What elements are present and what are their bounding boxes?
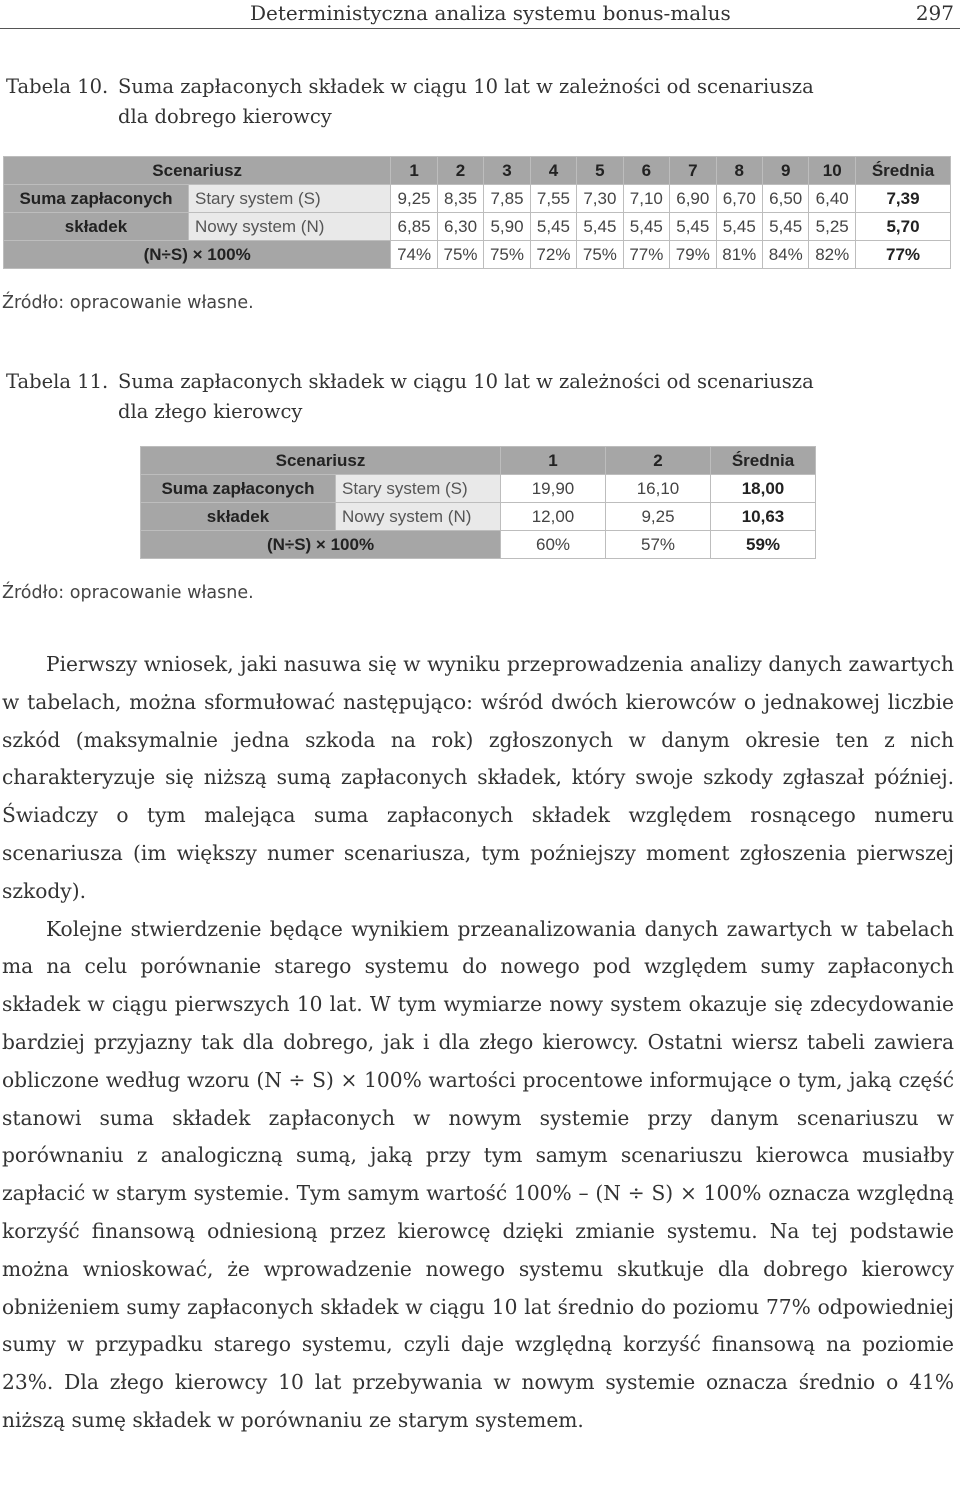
table10-group-label-2: składek — [4, 213, 189, 241]
table11-group-label-1: Suma zapłaconych — [141, 475, 336, 503]
table10-cell: 6,40 — [809, 185, 856, 213]
table10-cell: 74% — [391, 241, 437, 269]
table10-caption-line2: dla dobrego kierowcy — [118, 105, 332, 128]
table10-cell: 5,90 — [484, 213, 530, 241]
table11-caption-text — [118, 367, 918, 427]
table10 — [3, 156, 951, 269]
table11-caption-line1: Suma zapłaconych składek w ciągu 10 lat w zależności od scenariusza — [118, 370, 814, 393]
table10-cell: 7,85 — [484, 185, 530, 213]
table10-caption-text — [118, 72, 918, 132]
table10-average-cell: 7,39 — [856, 185, 951, 213]
table11-row-ratio — [141, 531, 816, 559]
table10-cell: 7,55 — [530, 185, 576, 213]
table11-ratio-label: (N÷S) × 100% — [141, 531, 501, 559]
table10-cell: 9,25 — [391, 185, 437, 213]
table11-cell: 57% — [606, 531, 711, 559]
table10-old-label: Stary system (S) — [189, 185, 391, 213]
table10-cell: 75% — [437, 241, 483, 269]
table10-average-cell: 5,70 — [856, 213, 951, 241]
table10-cell: 6,90 — [670, 185, 716, 213]
table10-row-new — [4, 213, 951, 241]
table10-cell: 84% — [762, 241, 808, 269]
table11-source: Źródło: opracowanie własne. — [2, 583, 254, 603]
table10-row-old — [4, 185, 951, 213]
table10-col: 3 — [484, 157, 530, 185]
table10-col: 8 — [716, 157, 762, 185]
running-title: Deterministyczna analiza systemu bonus-malus — [250, 1, 731, 25]
table10-col: 5 — [577, 157, 623, 185]
table10-cell: 6,70 — [716, 185, 762, 213]
table10-header-label: Scenariusz — [4, 157, 391, 185]
table10-caption-line1: Suma zapłaconych składek w ciągu 10 lat w zależności od scenariusza — [118, 75, 814, 98]
table10-cell: 6,30 — [437, 213, 483, 241]
table10-cell: 82% — [809, 241, 856, 269]
table10-cell: 5,25 — [809, 213, 856, 241]
table10-group-label-1: Suma zapłaconych — [4, 185, 189, 213]
table10-col: 7 — [670, 157, 716, 185]
table11-number: Tabela 11. — [6, 370, 109, 393]
table10-cell: 5,45 — [762, 213, 808, 241]
table10-source: Źródło: opracowanie własne. — [2, 293, 254, 313]
table11-group-label-2: składek — [141, 503, 336, 531]
table10-cell: 7,10 — [623, 185, 669, 213]
table11-row-new — [141, 503, 816, 531]
table10-cell: 72% — [530, 241, 576, 269]
page-number: 297 — [915, 1, 954, 25]
table11-col-average: Średnia — [711, 447, 816, 475]
table10-cell: 81% — [716, 241, 762, 269]
table11-cell: 12,00 — [501, 503, 606, 531]
paragraph-2: Kolejne stwierdzenie będące wynikiem przeanalizowania danych zawartych w tabelach ma na celu porównanie starego systemu do nowego pod względem sumy zapłaconych składek w ciągu pierwszych 10 lat. W tym wymiarze nowy system okazuje się zdecydowanie bardziej przyjazny tak dla dobrego, jak i dla złego kierowcy. Ostatni wiersz tabeli zawiera obliczone według wzoru (N ÷ S) × 100% wartości procentowe informujące o tym, jaką część stanowi suma składek zapłaconych w nowym systemie przy danym scenariuszu w porównaniu z analogiczną sumą, jaką przy tym samym scenariuszu kierowca musiałby zapłacić w starym systemie. Tym samym wartość 100% – (N ÷ S) × 100% oznacza względną korzyść finansową odniesioną przez kierowcę dzięki zmianie systemu. Na tej podstawie można wnioskować, że wprowadzenie nowego systemu skutkuje dla dobrego kierowcy obniżeniem sumy zapłaconych składek w ciągu 10 lat średnio do poziomu 77% odpowiedniej sumy w przypadku starego systemu, czyli daje względną korzyść finansową na poziomie 23%. Dla złego kierowcy 10 lat przebywania w nowym systemie oznacza średnio o 41% niższą sumę składek w porównaniu ze starym systemem. — [2, 916, 954, 1432]
table11-header-row — [141, 447, 816, 475]
table11-row-old — [141, 475, 816, 503]
table11-col: 2 — [606, 447, 711, 475]
table10-col: 2 — [437, 157, 483, 185]
table10-row-ratio — [4, 241, 951, 269]
table10-average-cell: 77% — [856, 241, 951, 269]
table10-ratio-label: (N÷S) × 100% — [4, 241, 391, 269]
table10-cell: 77% — [623, 241, 669, 269]
table11-old-label: Stary system (S) — [336, 475, 501, 503]
table10-col: 4 — [530, 157, 576, 185]
table10-cell: 79% — [670, 241, 716, 269]
table10-cell: 75% — [484, 241, 530, 269]
table11-average-cell: 10,63 — [711, 503, 816, 531]
table11-average-cell: 18,00 — [711, 475, 816, 503]
table10-cell: 5,45 — [530, 213, 576, 241]
table11-col: 1 — [501, 447, 606, 475]
table10-col-average: Średnia — [856, 157, 951, 185]
table10-cell: 8,35 — [437, 185, 483, 213]
table10-cell: 5,45 — [716, 213, 762, 241]
table11-cell: 19,90 — [501, 475, 606, 503]
table10-col: 10 — [809, 157, 856, 185]
table10-new-label: Nowy system (N) — [189, 213, 391, 241]
table10-cell: 5,45 — [670, 213, 716, 241]
table10-header-row — [4, 157, 951, 185]
table10-cell: 5,45 — [577, 213, 623, 241]
table10-number: Tabela 10. — [6, 75, 109, 98]
table11-caption-line2: dla złego kierowcy — [118, 400, 303, 423]
table10-cell: 5,45 — [623, 213, 669, 241]
table11-new-label: Nowy system (N) — [336, 503, 501, 531]
paragraph-1: Pierwszy wniosek, jaki nasuwa się w wyniku przeprowadzenia analizy danych zawartych w tabelach, można sformułować następująco: wśród dwóch kierowców o jednakowej liczbie szkód (maksymalnie jedna szkoda na rok) zgłoszonych w danym okresie ten z nich charakteryzuje się niższą sumą zapłaconych składek, który swoje szkody zgłaszał później. Świadczy o tym malejąca suma zapłaconych składek względem rosnącego numeru scenariusza (im większy numer scenariusza, tym poźniejszy moment zgłoszenia pierwszej szkody). — [2, 652, 954, 903]
table11 — [140, 446, 816, 559]
table10-col: 6 — [623, 157, 669, 185]
table11-cell: 16,10 — [606, 475, 711, 503]
table11-header-label: Scenariusz — [141, 447, 501, 475]
table10-col: 9 — [762, 157, 808, 185]
table11-cell: 9,25 — [606, 503, 711, 531]
table10-cell: 6,85 — [391, 213, 437, 241]
table10-cell: 7,30 — [577, 185, 623, 213]
table10-cell: 6,50 — [762, 185, 808, 213]
table11-average-cell: 59% — [711, 531, 816, 559]
body-text — [2, 646, 954, 1440]
running-header — [0, 0, 960, 29]
table11-cell: 60% — [501, 531, 606, 559]
table10-cell: 75% — [577, 241, 623, 269]
table10-col: 1 — [391, 157, 437, 185]
